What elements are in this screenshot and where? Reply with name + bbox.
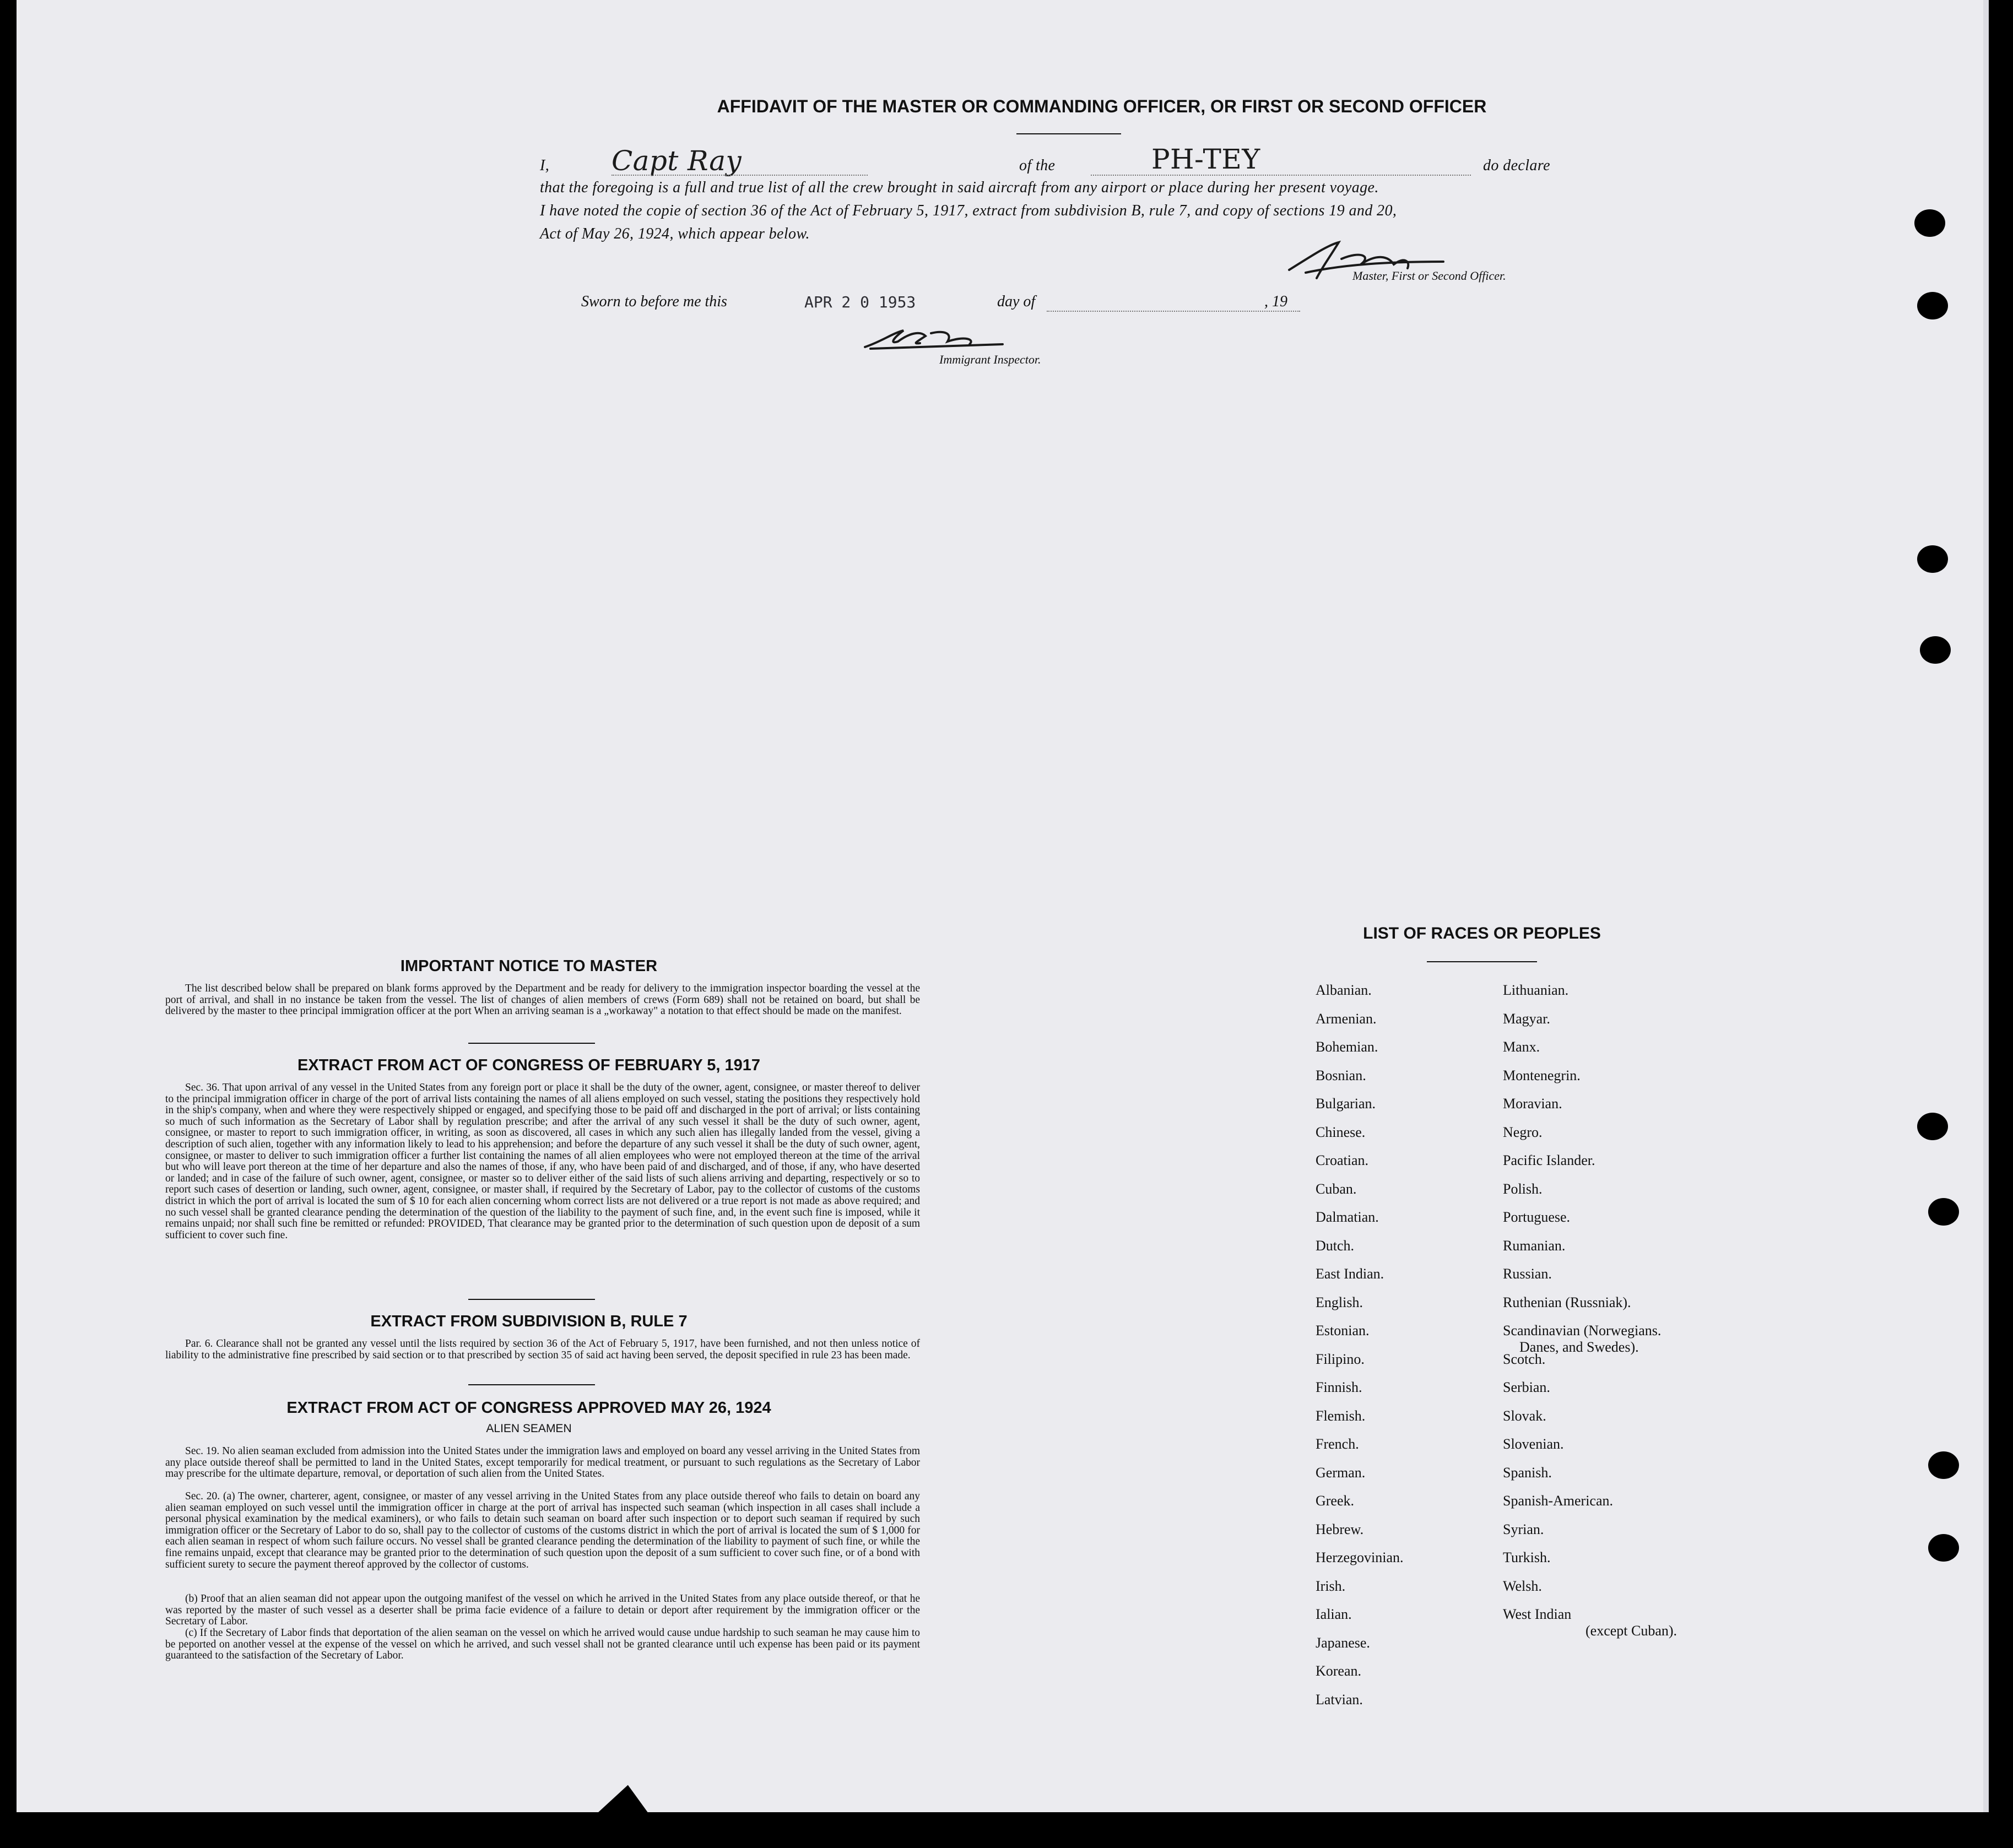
declaration-line-2: that the foregoing is a full and true list of all the crew brought in said aircraft from any airport or place during her present voyage. [540,179,1379,196]
race-item: Spanish-American. [1503,1493,1614,1509]
race-item: Scandinavian (Norwegians. [1503,1323,1662,1338]
race-item: Danes, and Swedes). [1519,1339,1639,1355]
punch-hole [1920,636,1951,664]
race-item: Estonian. [1316,1323,1370,1338]
inspector-label: Immigrant Inspector. [939,353,1041,366]
section-rule [468,1384,595,1385]
sec-20b-text: (b) Proof that an alien seaman did not appear upon the outgoing manifest of the vessel on which he arrived in the United States from any place outside thereof, or that he was reported by the master of such vessel as a deserter shall be prima facie evidence of a failure to detain or deport after requirement by the immigration officer or the Secretary of Labor. [165,1593,920,1628]
line1-suffix: do declare [1483,157,1550,174]
title-rule [1016,133,1121,134]
rule-7-text: Par. 6. Clearance shall not be granted any vessel until the lists required by section 36 of the Act of February 5, 1917, have been furnished, and not then unless notice of liability to the administrative fine prescribed by said section or to that prescribed by section 35 of said act having been served, the deposit specified in rule 23 has been made. [165,1338,920,1361]
extract-1924-subtitle: ALIEN SEAMEN [486,1422,572,1435]
race-item: Turkish. [1503,1549,1551,1565]
race-item: (except Cuban). [1585,1623,1678,1639]
race-item: Ialian. [1316,1606,1352,1622]
punch-hole [1917,545,1948,573]
race-item: Bulgarian. [1316,1096,1376,1112]
race-item: Portuguese. [1503,1209,1571,1225]
captain-name-handwritten: Capt Ray [612,145,742,177]
notice-text: The list described below shall be prepared on blank forms approved by the Department and be ready for delivery to the immigration inspector boarding the vessel at the port of arrival, and shall in no instance be taken from the vessel. The list of changes of alien members of crews (Form 689) shall not be retained on board, but shall be delivered by the master to thee principal immigration officer at the port When an arriving seaman is a „workaway" a notation to that effect should be made on the manifest. [165,983,920,1017]
race-item: Bohemian. [1316,1039,1378,1055]
race-item: Herzegovinian. [1316,1549,1404,1565]
races-title-rule [1427,961,1537,962]
signature-label: Master, First or Second Officer. [1352,269,1506,283]
race-item: Pacific Islander. [1503,1152,1595,1168]
race-item: Rumanian. [1503,1238,1566,1254]
race-item: Japanese. [1316,1635,1370,1651]
race-item: Cuban. [1316,1181,1357,1197]
sec-20c-text: (c) If the Secretary of Labor finds that deportation of the alien seaman on the vessel on which he arrived would cause undue hardship to such seaman he may cause him to be peported on another vessel at the expense of the vessel on which he arrived, and such vessel shall not be granted clearance until uch expense has been paid or its payment guaranteed to the satisfaction of the Secretary of Labor. [165,1627,920,1662]
notice-title: IMPORTANT NOTICE TO MASTER [400,957,658,975]
race-item: Scotch. [1503,1351,1546,1367]
race-item: Lithuanian. [1503,982,1569,998]
section-rule [468,1043,595,1044]
day-blank-line [1047,311,1300,312]
declaration-line-1 [540,143,1550,177]
day-of-label: day of [997,293,1036,310]
race-item: Filipino. [1316,1351,1365,1367]
race-item: West Indian [1503,1606,1572,1622]
declaration-line-3: I have noted the copie of section 36 of the Act of February 5, 1917, extract from subdivision B, rule 7, and copy of sections 19 and 20, [540,202,1397,219]
punch-hole [1914,209,1945,237]
race-item: Welsh. [1503,1578,1542,1594]
line1-prefix: I, [540,157,550,174]
punch-hole [1928,1451,1959,1479]
race-item: Spanish. [1503,1465,1552,1481]
aircraft-id-handwritten: PH-TEY [1151,143,1260,175]
year-prefix: , 19 [1264,293,1287,310]
race-item: Flemish. [1316,1408,1366,1424]
race-item: Russian. [1503,1266,1552,1282]
affidavit-title: AFFIDAVIT OF THE MASTER OR COMMANDING OFFICER, OR FIRST OR SECOND OFFICER [717,96,1487,116]
sworn-line [581,293,1408,315]
race-item: Bosnian. [1316,1067,1366,1083]
punch-hole [1917,292,1948,319]
race-item: Chinese. [1316,1124,1366,1140]
line1-of-the: of the [1019,157,1056,174]
race-item: Albanian. [1316,982,1372,998]
punch-hole [1928,1534,1959,1562]
race-item: Croatian. [1316,1152,1369,1168]
race-item: Hebrew. [1316,1521,1364,1537]
race-item: French. [1316,1436,1359,1452]
race-item: Syrian. [1503,1521,1544,1537]
race-item: Greek. [1316,1493,1355,1509]
aircraft-blank-line [1091,175,1471,176]
race-item: Dutch. [1316,1238,1355,1254]
race-item: Latvian. [1316,1692,1363,1708]
race-item: Negro. [1503,1124,1543,1140]
race-item: Magyar. [1503,1011,1550,1027]
extract-1924-title: EXTRACT FROM ACT OF CONGRESS APPROVED MAY 26, 1924 [286,1399,771,1417]
race-item: Slovak. [1503,1408,1546,1424]
races-title: LIST OF RACES OR PEOPLES [1363,924,1601,942]
rule-7-title: EXTRACT FROM SUBDIVISION B, RULE 7 [370,1313,688,1330]
extract-1917-text: Sec. 36. That upon arrival of any vessel in the United States from any foreign port or place it shall be the duty of the owner, agent, consignee, or master thereof to deliver to the principal immigration officer in charge of the port of arrival lists containing the names of all aliens employed on such vessel, stating the positions they respectively hold in the ship's company, when and where they were respectively shipped or engaged, and specifying those to be paid off and discharged in the port of arrival; or lists containing so much of such information as the Secretary of Labor shall by regulation prescribe; and after the arrival of any such vessel it shall be the duty of such owner, agent, consignee, or master to report to such immigration officer, in writing, as soon as discovered, all cases in which any such alien has illegally landed from the vessel, giving a description of such alien, together with any information likely to lead to his apprehension; and before the departure of any such vessel it shall be the duty of such owner, agent, consignee, or master to deliver to such immigration officer a further list containing the names of all alien employees who were not employed thereon at the time of the arrival but who will leave port thereon at the time of her departure and also the names of those, if any, who have been paid of and discharged, and of those, if any, who have deserted or landed; and in case of the failure of such owner, agent, consignee, or master so to deliver either of the said lists of such aliens arriving and departing, respectively or so to report such cases of desertion or landing, such owner, agent, consignee, or master shall, if required by the Secretary of Labor, pay to the collector of customs of the customs district in which the port of arrival is located the sum of $ 10 for each alien concerning whom correct lists are not delivered or a true report is not made as above required; and no such vessel shall be granted clearance pending the determination of the question of the liability to the payment of such fine, and, in the event such fine is imposed, while it remains unpaid; nor shall such fine be remitted or refunded: PROVIDED, That clearance may be granted prior to the determination of such question upon de deposit of a sum sufficient to cover such fine. [165,1082,920,1241]
sworn-label: Sworn to before me this [581,293,727,310]
race-item: Dalmatian. [1316,1209,1379,1225]
race-item: Korean. [1316,1663,1362,1679]
race-item: Irish. [1316,1578,1346,1594]
race-item: East Indian. [1316,1266,1384,1282]
race-item: Serbian. [1503,1379,1550,1395]
sec-20a-text: Sec. 20. (a) The owner, charterer, agent, consignee, or master of any vessel arriving in the United States from any place outside thereof who fails to detain on board any alien seaman employed on such vessel until the immigration officer in charge at the port of arrival has inspected such seaman (which inspection in all cases shall include a personal physical examination by the medical examiners), or who fails to detain such seaman on board after such inspection or to deport such seaman if required by such immigration officer or the Secretary of Labor to do so, shall pay to the collector of customs of the customs district in which the port of arrival is located the sum of $ 1,000 for each alien seaman in respect of whom such failure occurs. No vessel shall be granted clearance pending the determination of the liability to payment of such fine, or while the fine remains unpaid, except that clearance may be granted prior to the determination of such question upon the deposit of a sum sufficient to cover such fine, or of a bond with sufficient surety to secure the payment thereof approved by the collector of customs. [165,1491,920,1570]
race-item: Moravian. [1503,1096,1562,1112]
affidavit-declaration [540,143,1570,251]
race-item: Montenegrin. [1503,1067,1581,1083]
race-item: Ruthenian (Russniak). [1503,1294,1631,1310]
name-blank-line [612,175,868,176]
inspector-signature [859,322,1014,355]
race-item: Armenian. [1316,1011,1377,1027]
race-item: German. [1316,1465,1366,1481]
section-rule [468,1299,595,1300]
race-item: Polish. [1503,1181,1543,1197]
race-item: Finnish. [1316,1379,1362,1395]
extract-1917-title: EXTRACT FROM ACT OF CONGRESS OF FEBRUARY 5, 1917 [297,1056,761,1074]
date-stamp: APR 2 0 1953 [804,293,916,311]
punch-hole [1928,1198,1959,1226]
race-item: English. [1316,1294,1363,1310]
race-item: Slovenian. [1503,1436,1564,1452]
sec-19-text: Sec. 19. No alien seaman excluded from admission into the United States under the immigration laws and employed on board any vessel arriving in the United States from any place outside thereof shall be permitted to land in the United States, except temporarily for medical treatment, or pursuant to such regulations as the Secretary of Labor may prescribe for the ultimate departure, removal, or deportation of such alien from the United States. [165,1445,920,1480]
punch-hole [1917,1113,1948,1140]
race-item: Manx. [1503,1039,1540,1055]
declaration-line-4: Act of May 26, 1924, which appear below. [540,225,810,242]
